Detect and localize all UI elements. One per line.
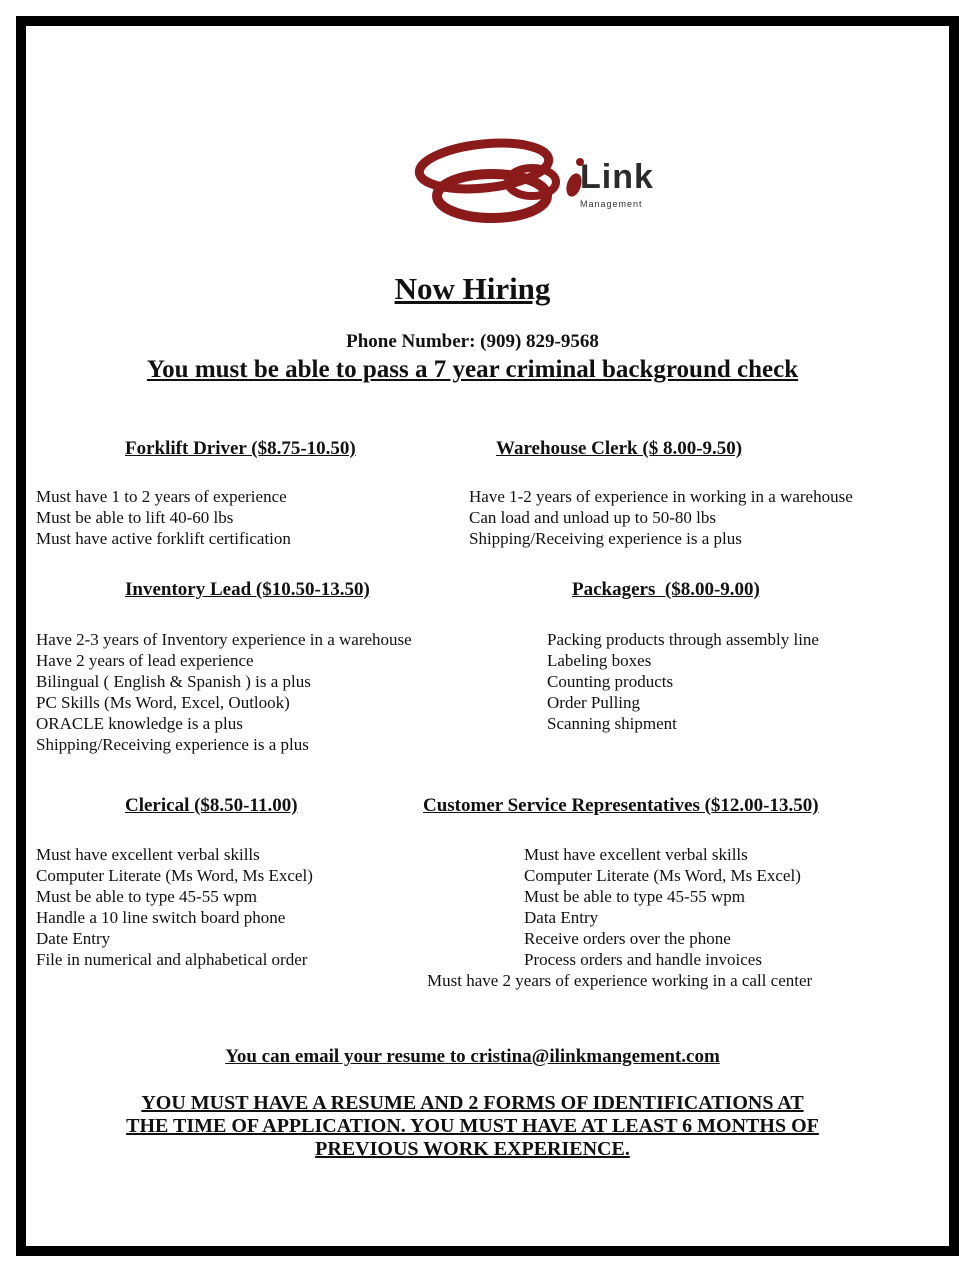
list-item: Scanning shipment — [547, 714, 677, 733]
logo-wordmark: Link — [580, 158, 654, 196]
job-list-customer-service — [524, 844, 801, 970]
job-list-forklift — [36, 486, 291, 549]
email-instruction: You can email your resume to cristina@ilinkmangement.com — [225, 1046, 720, 1067]
job-title-packagers: Packagers ($8.00-9.00) — [572, 579, 760, 600]
list-item: Counting products — [547, 672, 674, 691]
list-item: Have 2 years of lead experience — [36, 651, 254, 670]
list-item: File in numerical and alphabetical order — [36, 950, 308, 969]
list-item: Packing products through assembly line — [547, 630, 819, 649]
page-border — [16, 16, 959, 1256]
job-list-clerical — [36, 844, 313, 970]
list-item: Computer Literate (Ms Word, Ms Excel) — [36, 866, 313, 885]
list-item: Receive orders over the phone — [524, 929, 731, 948]
list-item: Have 1-2 years of experience in working in a warehouse — [469, 487, 853, 506]
application-notice — [26, 1092, 919, 1161]
list-item: Labeling boxes — [547, 651, 652, 670]
list-item: Date Entry — [36, 929, 111, 948]
list-item: Must be able to type 45-55 wpm — [36, 887, 257, 906]
list-item: Have 2-3 years of Inventory experience in a warehouse — [36, 630, 412, 649]
job-title-clerical: Clerical ($8.50-11.00) — [125, 795, 298, 816]
list-item: Computer Literate (Ms Word, Ms Excel) — [524, 866, 801, 885]
list-item: Handle a 10 line switch board phone — [36, 908, 286, 927]
list-item: Must have excellent verbal skills — [524, 845, 748, 864]
job-title-forklift: Forklift Driver ($8.75-10.50) — [125, 438, 356, 459]
job-title-customer-service: Customer Service Representatives ($12.00-13.50) — [423, 795, 819, 816]
notice-line: THE TIME OF APPLICATION. YOU MUST HAVE AT LEAST 6 MONTHS OF — [126, 1115, 819, 1137]
phone-number: Phone Number: (909) 829-9568 — [346, 331, 599, 352]
job-list-warehouse-clerk — [469, 486, 853, 549]
list-item: Process orders and handle invoices — [524, 950, 762, 969]
rings-logo-icon — [414, 138, 584, 228]
list-item: Must have 1 to 2 years of experience — [36, 487, 287, 506]
list-item: Bilingual ( English & Spanish ) is a plus — [36, 672, 311, 691]
list-item: PC Skills (Ms Word, Excel, Outlook) — [36, 693, 290, 712]
list-item: Data Entry — [524, 908, 599, 927]
list-item: Shipping/Receiving experience is a plus — [469, 529, 742, 548]
page-title: Now Hiring — [394, 271, 551, 306]
notice-line: YOU MUST HAVE A RESUME AND 2 FORMS OF IDENTIFICATIONS AT — [141, 1092, 804, 1114]
list-item: Can load and unload up to 50-80 lbs — [469, 508, 716, 527]
list-item: Must have active forklift certification — [36, 529, 291, 548]
job-title-inventory-lead: Inventory Lead ($10.50-13.50) — [125, 579, 370, 600]
notice-line: PREVIOUS WORK EXPERIENCE. — [315, 1138, 630, 1160]
background-check-requirement: You must be able to pass a 7 year criminal background check — [146, 356, 799, 383]
logo-subtext: Management — [580, 199, 643, 209]
call-center-requirement: Must have 2 years of experience working in a call center — [427, 971, 813, 990]
list-item: Order Pulling — [547, 693, 641, 712]
ilink-logo — [414, 138, 684, 228]
list-item: ORACLE knowledge is a plus — [36, 714, 243, 733]
list-item: Must be able to lift 40-60 lbs — [36, 508, 234, 527]
job-list-packagers — [547, 629, 819, 734]
list-item: Must have excellent verbal skills — [36, 845, 260, 864]
list-item: Must be able to type 45-55 wpm — [524, 887, 745, 906]
job-title-warehouse-clerk: Warehouse Clerk ($ 8.00-9.50) — [496, 438, 743, 459]
list-item: Shipping/Receiving experience is a plus — [36, 735, 309, 754]
job-list-inventory-lead — [36, 629, 412, 755]
